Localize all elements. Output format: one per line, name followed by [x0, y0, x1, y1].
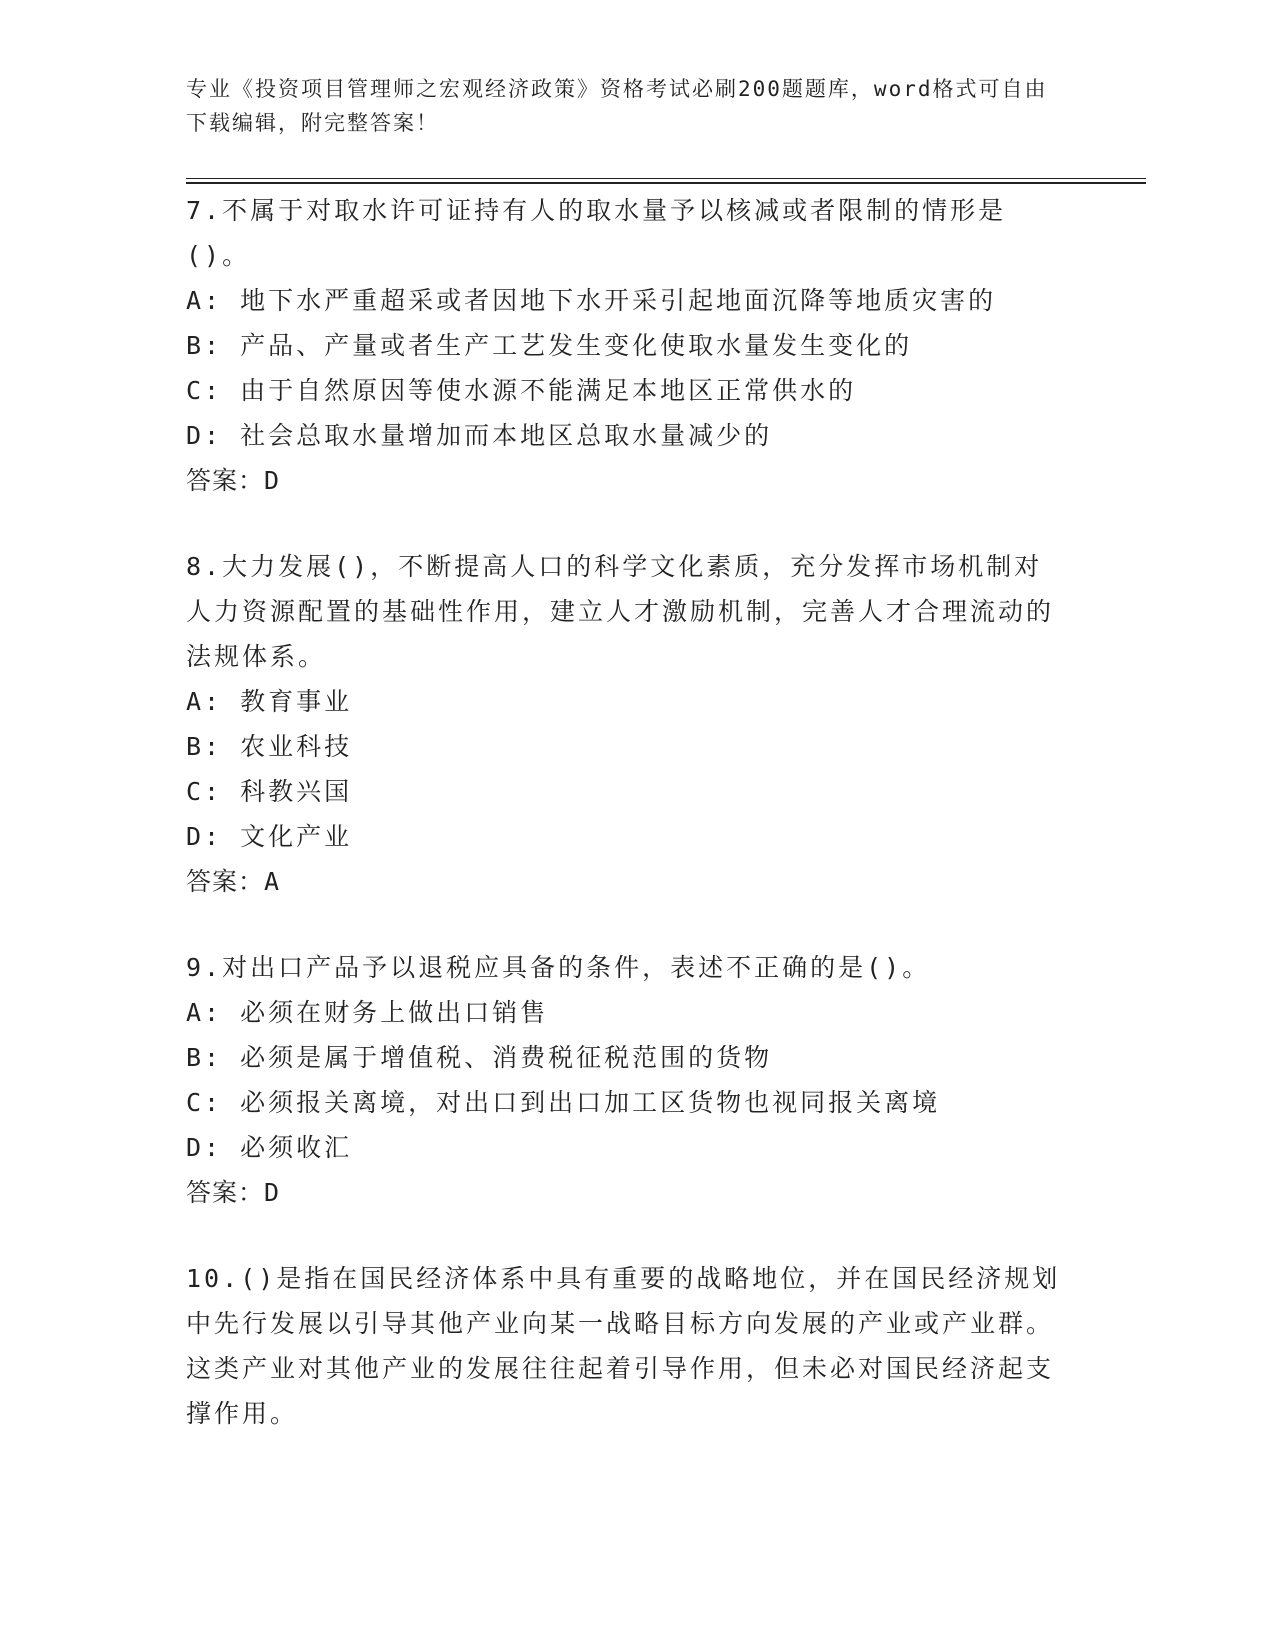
- option-c: C: 必须报关离境，对出口到出口加工区货物也视同报关离境: [186, 1088, 941, 1117]
- header-divider: [186, 178, 1146, 184]
- question-stem: 8.大力发展()，不断提高人口的科学文化素质，充分发挥市场机制对人力资源配置的基础性作用，建立人才激励机制，完善人才合理流动的法规体系。: [186, 552, 1055, 671]
- answer-label: 答案：A: [186, 867, 281, 896]
- option-a: A: 必须在财务上做出口销售: [186, 998, 549, 1027]
- option-d: D: 社会总取水量增加而本地区总取水量减少的: [186, 421, 773, 450]
- question-8: [186, 544, 1066, 905]
- option-c: C: 科教兴国: [186, 777, 353, 806]
- question-stem: 9.对出口产品予以退税应具备的条件，表述不正确的是()。: [186, 953, 931, 982]
- option-a: A: 地下水严重超采或者因地下水开采引起地面沉降等地质灾害的: [186, 286, 997, 315]
- option-c: C: 由于自然原因等使水源不能满足本地区正常供水的: [186, 376, 857, 405]
- option-b: B: 产品、产量或者生产工艺发生变化使取水量发生变化的: [186, 331, 913, 360]
- document-header: 专业《投资项目管理师之宏观经济政策》资格考试必刷200题题库，word格式可自由下载编辑，附完整答案！: [186, 77, 1048, 135]
- question-7: [186, 188, 1066, 504]
- question-10: [186, 1256, 1066, 1436]
- question-9: [186, 945, 1066, 1216]
- question-list: [186, 188, 1066, 1476]
- option-a: A: 教育事业: [186, 687, 353, 716]
- question-stem: 7.不属于对取水许可证持有人的取水量予以核减或者限制的情形是()。: [186, 196, 1007, 270]
- option-b: B: 必须是属于增值税、消费税征税范围的货物: [186, 1043, 773, 1072]
- answer-label: 答案：D: [186, 466, 281, 495]
- option-d: D: 必须收汇: [186, 1133, 353, 1162]
- option-d: D: 文化产业: [186, 822, 353, 851]
- answer-label: 答案：D: [186, 1178, 281, 1207]
- option-b: B: 农业科技: [186, 732, 353, 761]
- question-stem: 10.()是指在国民经济体系中具有重要的战略地位，并在国民经济规划中先行发展以引导其他产业向某一战略目标方向发展的产业或产业群。这类产业对其他产业的发展往往起着引导作用，但未必对国民经济起支撑作用。: [186, 1264, 1061, 1428]
